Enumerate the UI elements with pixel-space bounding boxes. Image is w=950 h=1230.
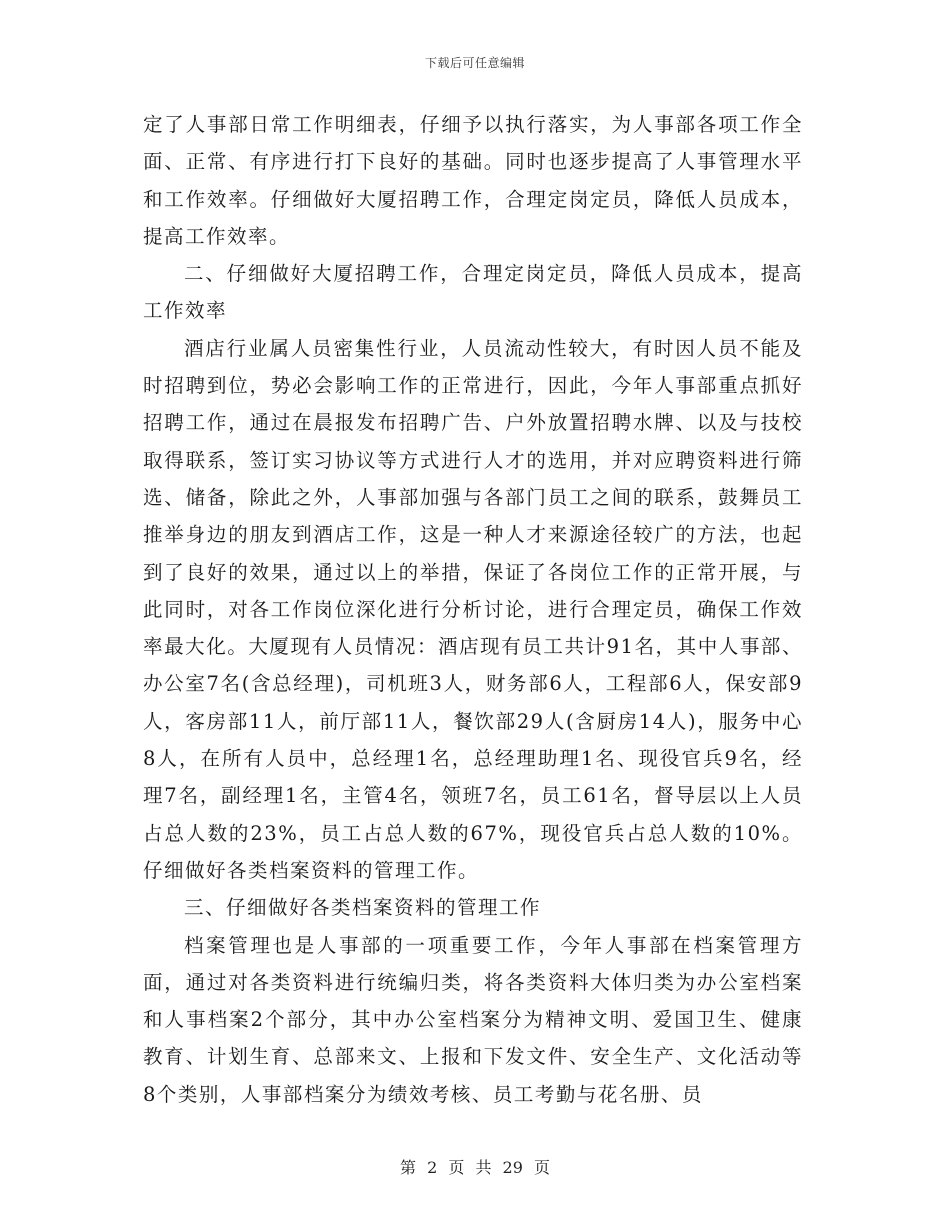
paragraph-archives: 档案管理也是人事部的一项重要工作，今年人事部在档案管理方面，通过对各类资料进行统编归类，将各类资料大体归类为办公室档案和人事档案2个部分，其中办公室档案分为精神文明、爱国卫生、健康教育、计划生育、总部来文、上报和下发文件、安全生产、文化活动等8个类别，人事部档案分为绩效考核、员工考勤与花名册、员 — [143, 933, 803, 1106]
paragraph-recruitment: 酒店行业属人员密集性行业，人员流动性较大，有时因人员不能及时招聘到位，势必会影响工作的正常进行，因此，今年人事部重点抓好招聘工作，通过在晨报发布招聘广告、户外放置招聘水牌、以及与技校取得联系，签订实习协议等方式进行人才的选用，并对应聘资料进行筛选、储备，除此之外，人事部加强与各部门员工之间的联系，鼓舞员工推举身边的朋友到酒店工作，这是一种人才来源途径较广的方法，也起到了良好的效果，通过以上的举措，保证了各岗位工作的正常开展，与此同时，对各工作岗位深化进行分析讨论，进行合理定员，确保工作效率最大化。大厦现有人员情况：酒店现有员工共计91名，其中人事部、办公室7名(含总经理)，司机班3人，财务部6人，工程部6人，保安部9人，客房部11人，前厅部11人，餐饮部29人(含厨房14人)，服务中心8人，在所有人员中，总经理1名，总经理助理1名、现役官兵9名，经理7名，副经理1名，主管4名，领班7名，员工61名，督导层以上人员占总人数的23%，员工占总人数的67%，现役官兵占总人数的10%。仔细做好各类档案资料的管理工作。 — [143, 336, 803, 882]
page-header-note: 下载后可任意编辑 — [424, 56, 525, 70]
document-body — [143, 106, 803, 1113]
section-heading-3: 三、仔细做好各类档案资料的管理工作 — [183, 896, 541, 920]
paragraph-continuation: 定了人事部日常工作明细表，仔细予以执行落实，为人事部各项工作全面、正常、有序进行打下良好的基础。同时也逐步提高了人事管理水平和工作效率。仔细做好大厦招聘工作，合理定岗定员，降低人员成本，提高工作效率。 — [143, 113, 803, 248]
section-heading-2: 二、仔细做好大厦招聘工作，合理定岗定员，降低人员成本，提高工作效率 — [143, 262, 803, 323]
page-number-footer: 第 2 页 共 29 页 — [400, 1158, 550, 1177]
